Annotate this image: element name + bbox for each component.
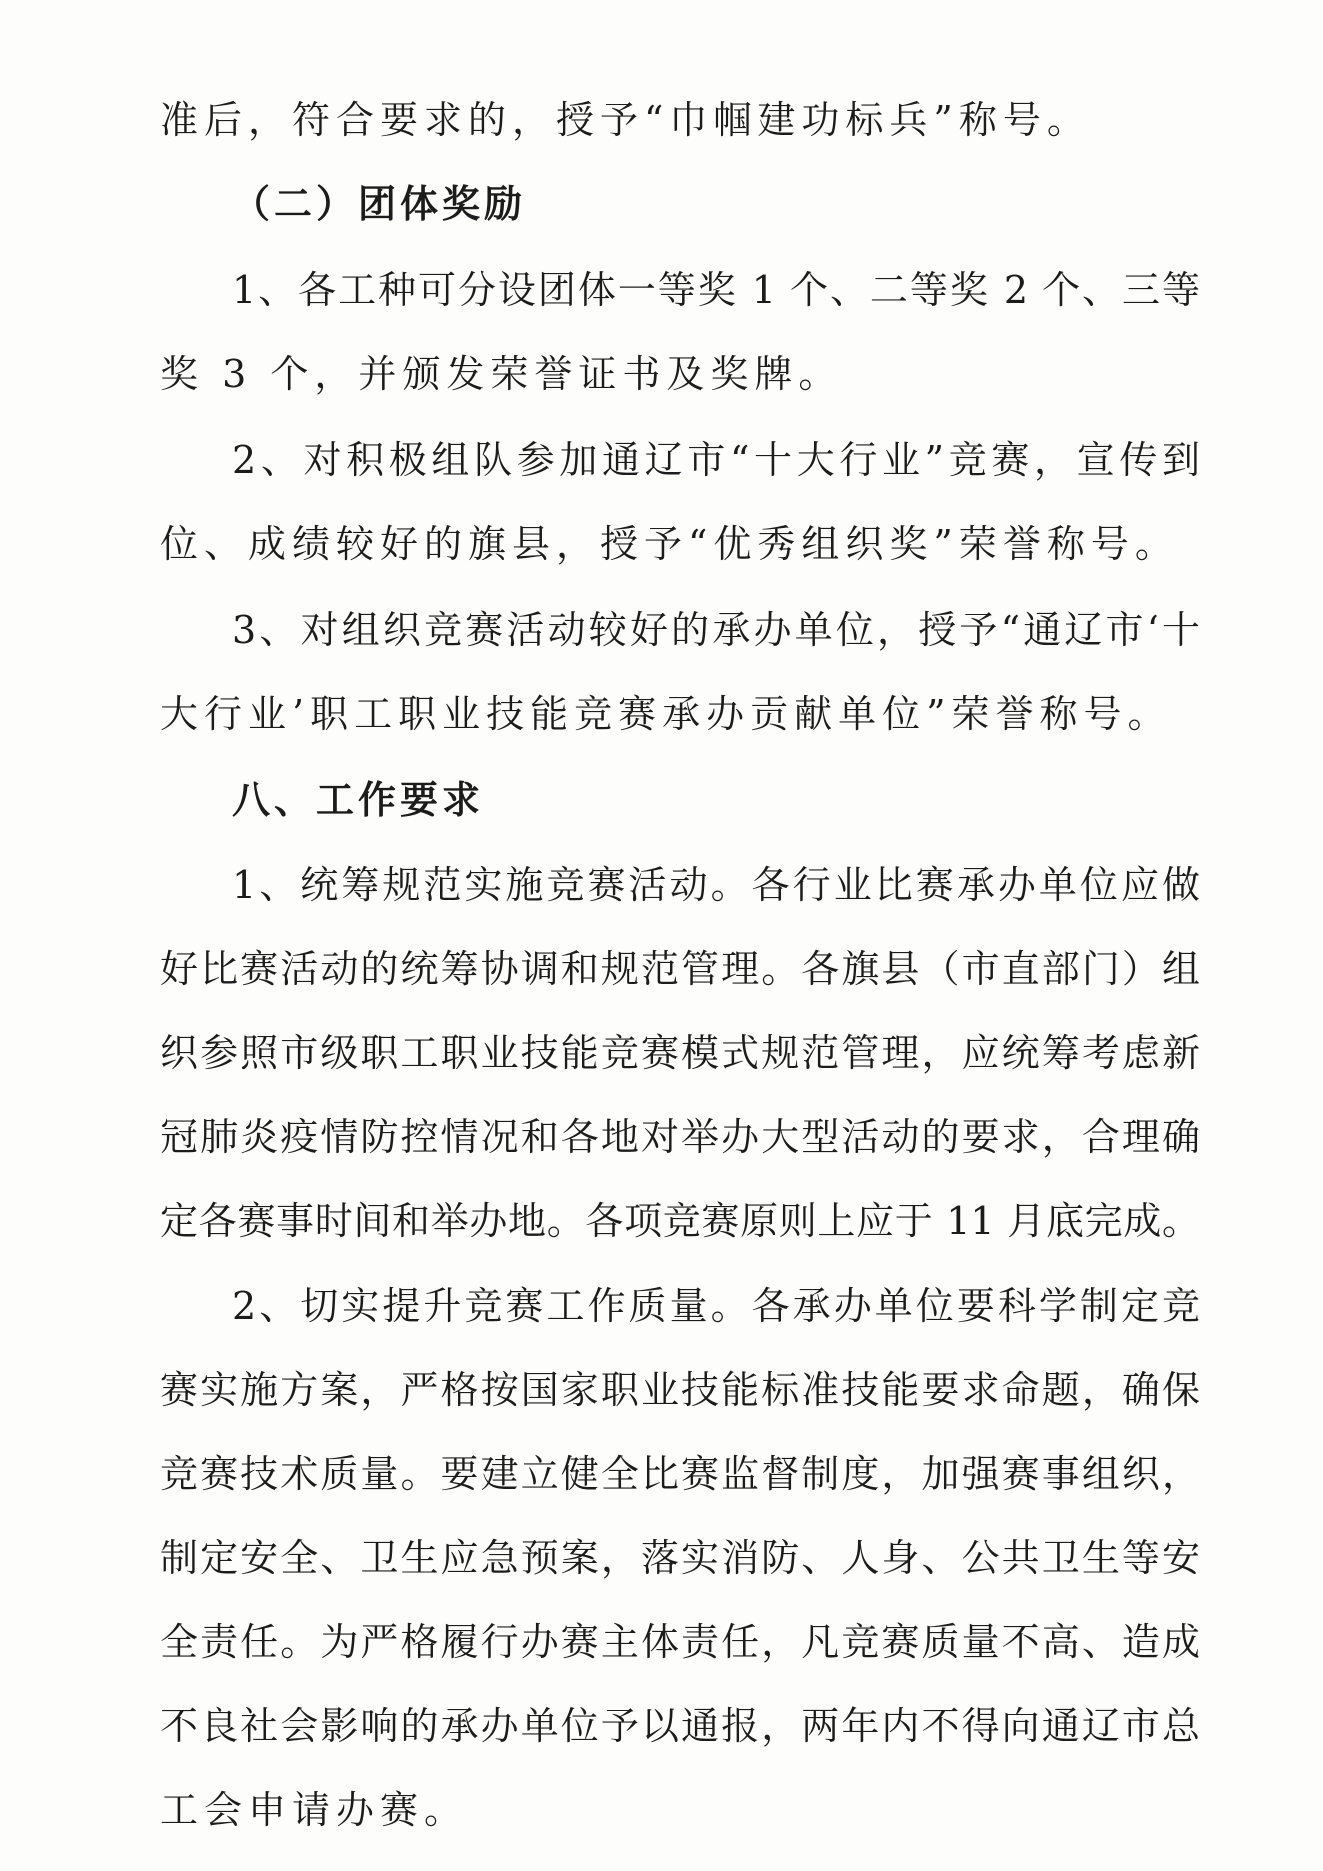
paragraph-line: 位、成绩较好的旗县，授予“优秀组织奖”荣誉称号。 — [160, 522, 1179, 566]
paragraph-line: 1、统筹规范实施竞赛活动。各行业比赛承办单位应做 — [232, 863, 1200, 907]
paragraph-line: 1、各工种可分设团体一等奖 1 个、二等奖 2 个、三等 — [232, 268, 1200, 312]
paragraph-line: 赛实施方案，严格按国家职业技能标准技能要求命题，确保 — [160, 1368, 1200, 1412]
paragraph-line: 织参照市级职工职业技能竞赛模式规范管理，应统筹考虑新 — [160, 1031, 1200, 1075]
paragraph-line: 竞赛技术质量。要建立健全比赛监督制度，加强赛事组织， — [160, 1452, 1200, 1496]
paragraph-line: 全责任。为严格履行办赛主体责任，凡竞赛质量不高、造成 — [160, 1620, 1200, 1664]
paragraph-line: 2、切实提升竞赛工作质量。各承办单位要科学制定竞 — [232, 1284, 1200, 1328]
section-heading-group-awards: （二）团体奖励 — [232, 182, 527, 226]
paragraph-line: 2、对积极组队参加通辽市“十大行业”竞赛，宣传到 — [232, 438, 1200, 482]
paragraph-line: 定各赛事时间和举办地。各项竞赛原则上应于 11 月底完成。 — [160, 1199, 1200, 1243]
paragraph-line: 3、对组织竞赛活动较好的承办单位，授予“通辽市‘十 — [232, 608, 1200, 652]
paragraph-line: 冠肺炎疫情防控情况和各地对举办大型活动的要求，合理确 — [160, 1115, 1200, 1159]
paragraph-line: 好比赛活动的统筹协调和规范管理。各旗县（市直部门）组 — [160, 947, 1200, 991]
paragraph-line: 工会申请办赛。 — [160, 1788, 469, 1832]
paragraph-line: 准后，符合要求的，授予“巾帼建功标兵”称号。 — [160, 98, 1091, 142]
paragraph-line: 大行业’职工职业技能竞赛承办贡献单位”荣誉称号。 — [160, 692, 1172, 736]
section-heading-work-requirements: 八、工作要求 — [232, 778, 485, 822]
paragraph-line: 不良社会影响的承办单位予以通报，两年内不得向通辽市总 — [160, 1704, 1200, 1748]
paragraph-line: 制定安全、卫生应急预案，落实消防、人身、公共卫生等安 — [160, 1536, 1200, 1580]
paragraph-line: 奖 3 个，并颁发荣誉证书及奖牌。 — [160, 352, 843, 396]
